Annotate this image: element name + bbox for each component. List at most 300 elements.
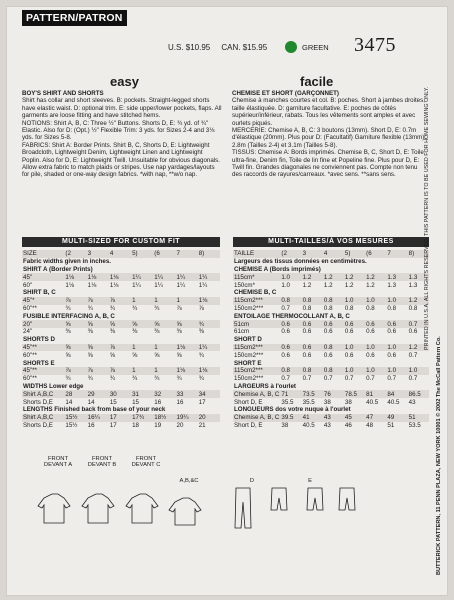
en-table-cell: 32 xyxy=(153,390,175,398)
color-label: GREEN xyxy=(302,43,329,52)
fr-table-cell: 0.8 xyxy=(280,367,301,375)
en-table-cell: 31 xyxy=(131,390,153,398)
fr-table-cell: 51 xyxy=(408,414,429,422)
pattern-number: 3475 xyxy=(354,34,396,56)
fr-table-cell: 0.6 xyxy=(302,351,312,359)
fr-table-row xyxy=(233,266,429,274)
en-table-cell: ⅝ xyxy=(154,351,160,359)
fr-table-row-label: 51cm xyxy=(233,320,280,328)
fr-table-section-label: SHORT E xyxy=(234,359,262,367)
fr-table-cell: 1.2 xyxy=(302,281,312,289)
en-table-cell: 1⅛ xyxy=(87,281,97,289)
fr-table-cell: 1.0 xyxy=(386,344,407,352)
illus-label-e: E xyxy=(308,478,312,484)
fr-table-cell: 38 xyxy=(281,421,289,429)
en-table-cell: 16 xyxy=(176,398,184,406)
en-table-row-label: SIZE xyxy=(22,250,64,258)
en-table-cell: 1⅛ xyxy=(65,281,75,289)
en-table-section-label: SHIRT B, C xyxy=(23,289,56,297)
fr-table-cell: 0.6 xyxy=(302,320,323,328)
fr-table-row-label: TAILLE xyxy=(233,250,280,258)
en-table-cell: 15 xyxy=(109,398,117,406)
en-table-cell: ⅜ xyxy=(65,328,71,336)
fr-table-cell: 47 xyxy=(365,414,386,422)
en-table-row-label: 45"** xyxy=(22,367,64,375)
fr-table-cell: 0.8 xyxy=(302,304,312,312)
en-table-cell: 3 xyxy=(87,250,109,258)
en-table-cell: ⅝ xyxy=(109,320,131,328)
fr-table-cell: 0.8 xyxy=(366,304,375,312)
en-table-cell: 1⅛ xyxy=(64,273,86,281)
en-table-row xyxy=(22,344,220,352)
fr-table-cell: 81 xyxy=(365,390,386,398)
en-table-row-label: Shirt A,B,C xyxy=(22,390,64,398)
fr-table-cell: 0.7 xyxy=(387,375,397,383)
notions: NOTIONS: Shirt A, B, C: Three ½" Buttons. Shorts D, E: ¾ yd. of ¾" Elastic. Also for D: (Opt.) ½" Flexible Trim: 3 yds. for Sizes 2-4 and 3⅛ yds. for Sizes 5-8. xyxy=(22,119,215,142)
fr-table-row xyxy=(233,320,429,328)
fr-table-row xyxy=(233,359,429,367)
fr-table-section-label: CHEMISE A (Bords imprimés) xyxy=(234,265,321,273)
garment-illustrations xyxy=(36,470,441,550)
en-table-cell: 14 xyxy=(87,398,95,406)
en-table-cell: ⅝ xyxy=(87,320,109,328)
fr-table-cell: 84 xyxy=(386,390,407,398)
fr-table-cell: 0.6 xyxy=(366,351,375,359)
fr-table-cell: 0.6 xyxy=(386,320,407,328)
en-table-cell: ⅞ xyxy=(176,304,182,312)
fr-table-cell: 0.8 xyxy=(323,297,344,305)
en-table-row xyxy=(22,320,220,328)
en-table-cell: 1⅛ xyxy=(198,297,220,305)
fr-table-row-label: Short D, E xyxy=(234,398,263,406)
fr-table-cell: 1.2 xyxy=(302,273,323,281)
fr-table-cell: 0.8 xyxy=(302,297,323,305)
illus-label-back: A,B,&C xyxy=(179,478,199,484)
en-table-cell: 1⅛ xyxy=(87,273,109,281)
fr-table-section-label: CHEMISE B, C xyxy=(234,289,277,297)
en-table-cell: ¾ xyxy=(132,304,138,312)
fr-table-cell: 38 xyxy=(323,398,331,406)
fr-table-row-label: Chemise A, B, C xyxy=(234,414,280,422)
en-table-cell: ¾ xyxy=(87,375,93,383)
en-table-row xyxy=(22,398,220,406)
en-table-cell: 16 xyxy=(87,421,95,429)
fr-table-cell: 1.0 xyxy=(386,367,407,375)
en-table-cell: ¾ xyxy=(176,375,182,383)
en-table-cell: ⅝ xyxy=(176,351,182,359)
en-table-row xyxy=(22,414,220,422)
fr-table-row-label: 115cm2*** xyxy=(233,297,280,305)
yardage-table-en xyxy=(22,250,220,429)
mercerie: MERCERIE: Chemise A, B, C: 3 boutons (13mm). Short D, E: 0.7m d'élastique (20mm). Plus pour D: (Facultatif) Garniture flexible (13mm): 2.8m (Tailles 2-4) et 3.1m (Tailles 5-8). xyxy=(232,127,427,149)
fr-table-cell: 78.5 xyxy=(344,390,365,398)
fr-table-cell: 0.8 xyxy=(302,367,323,375)
en-table-cell: (6 xyxy=(153,250,175,258)
illus-label-b: FRONT DEVANT B xyxy=(87,456,117,468)
fr-table-cell: 1.2 xyxy=(408,297,429,305)
en-table-row xyxy=(22,266,220,274)
side-text-2: PRINTED IN U.S.A. ALL RIGHTS RESERVED. THIS PATTERN IS TO BE USED FOR HOME SEWING ONLY. xyxy=(424,86,430,350)
fr-table-cell: 0.6 xyxy=(323,351,333,359)
en-table-cell: 15½ xyxy=(65,421,78,429)
en-table-cell: 20 xyxy=(198,414,220,422)
en-table-cell: 28 xyxy=(64,390,86,398)
fr-table-cell: 1.2 xyxy=(344,273,365,281)
en-table-cell: ¾ xyxy=(154,304,160,312)
en-table-cell: 1¼ xyxy=(131,273,153,281)
en-table-row-label: Shorts D,E xyxy=(23,421,53,429)
en-table-row xyxy=(22,328,220,336)
fr-table-cell: 49 xyxy=(386,414,407,422)
fr-table-row-label: 150cm2*** xyxy=(234,304,264,312)
fr-table-cell: 5) xyxy=(344,250,365,258)
fr-table-cell: 1.2 xyxy=(323,281,333,289)
en-table-cell: ⅞ xyxy=(87,297,109,305)
en-table-cell: ¾ xyxy=(198,375,204,383)
en-table-cell: 17 xyxy=(109,421,117,429)
fr-table-cell: 1.0 xyxy=(344,297,365,305)
en-table-cell: 1 xyxy=(153,297,175,305)
fr-desc: Chemise à manches courtes et col. B: poches. Short à jambes droites, taille élastiquée. D: garniture facultative. E: poches de côtés supérieur/inférieur, rabats. Tous les vêtements sont amples et avec ourlets piqués. xyxy=(232,97,425,127)
fr-table-section-label: SHORT D xyxy=(234,336,262,344)
green-circle-icon xyxy=(285,41,297,53)
en-table-cell: ⅜ xyxy=(176,328,182,336)
fr-table-cell: 1.2 xyxy=(344,281,354,289)
fr-table-cell: 1.3 xyxy=(408,273,429,281)
fr-table-cell: 1.3 xyxy=(387,281,397,289)
fr-table-cell: 0.7 xyxy=(344,375,354,383)
fr-table-cell: 1.0 xyxy=(280,273,301,281)
en-table-cell: 1¼ xyxy=(198,281,208,289)
en-table-cell: 1 xyxy=(131,297,153,305)
yardage-table-fr xyxy=(233,250,429,429)
fr-table-cell: 46 xyxy=(344,421,352,429)
fr-table-row xyxy=(233,383,429,391)
fr-table-cell: 53.5 xyxy=(408,421,421,429)
en-table-row-label: 45"* xyxy=(22,297,64,305)
en-table-section-label: LENGTHS Finished back from base of your neck xyxy=(23,406,166,414)
en-table-cell: 1⅛ xyxy=(176,344,198,352)
en-table-cell: (2 xyxy=(64,250,86,258)
en-table-cell: 17¾ xyxy=(131,414,153,422)
en-table-cell: ⅞ xyxy=(64,297,86,305)
fr-table-row xyxy=(233,351,429,359)
en-table-cell: 1¼ xyxy=(176,273,198,281)
fr-table-cell: 1.0 xyxy=(365,344,386,352)
en-table-cell: ⅜ xyxy=(198,328,204,336)
en-table-row xyxy=(22,297,220,305)
fr-table-cell: 0.6 xyxy=(302,328,312,336)
fr-table-row xyxy=(233,328,429,336)
fr-table-cell: 0.6 xyxy=(302,344,323,352)
en-table-cell: 17 xyxy=(109,414,131,422)
en-table-cell: 7 xyxy=(176,250,198,258)
fr-table-cell: 35.5 xyxy=(281,398,294,406)
fr-table-row-label: Short D, E xyxy=(234,421,263,429)
fr-table-row xyxy=(233,422,429,430)
fr-table-cell: 41 xyxy=(302,414,323,422)
en-table-cell: ⅞ xyxy=(198,304,204,312)
fr-table-cell: 0.6 xyxy=(408,328,418,336)
size-band-fr: MULTI-TAILLES/À VOS MESURES xyxy=(233,237,429,247)
fr-table-row xyxy=(233,305,429,313)
en-table-cell: 1¼ xyxy=(198,273,220,281)
english-description xyxy=(22,90,222,179)
size-band-en: MULTI-SIZED FOR CUSTOM FIT xyxy=(22,237,220,247)
fr-table-row xyxy=(233,406,429,414)
en-table-row xyxy=(22,250,220,258)
en-table-cell: 1¼ xyxy=(176,281,186,289)
fr-table-cell: 0.6 xyxy=(280,344,301,352)
fr-table-row xyxy=(233,398,429,406)
en-table-cell: 1⅛ xyxy=(198,367,220,375)
fr-table-cell: 0.6 xyxy=(365,320,386,328)
tissus: TISSUS: Chemise A: Bords imprimés. Chemise B, C, Short D, E: Toile ultra-fine, Denim fin, Toile de lin fine et Popeline fine. Plus pour D, E: Twill fin. Grandes diagonales ne conviennent pas. Compte non tenu des raccords de rayures/carreaux. *avec sens. **sans sens. xyxy=(232,149,424,179)
fr-table-cell: 0.6 xyxy=(323,328,333,336)
en-table-cell: ¾ xyxy=(132,375,138,383)
fr-table-cell: 40.5 xyxy=(366,398,379,406)
en-table-cell: 19 xyxy=(154,421,162,429)
fr-table-cell: (2 xyxy=(280,250,301,258)
fr-table-cell: 0.8 xyxy=(408,304,418,312)
price-line xyxy=(168,43,267,52)
en-table-cell: ⅝ xyxy=(87,344,109,352)
fr-table-cell: 0.6 xyxy=(281,328,290,336)
en-table-cell: ⅞ xyxy=(109,297,131,305)
fr-table-cell: 1.0 xyxy=(365,367,386,375)
fr-table-row xyxy=(233,344,429,352)
en-table-cell: 1¼ xyxy=(132,281,141,289)
fr-table-row-label: 61cm xyxy=(234,328,250,336)
en-table-row-label: 20" xyxy=(22,320,64,328)
en-table-cell: 1 xyxy=(153,344,175,352)
fr-table-cell: 0.8 xyxy=(323,344,344,352)
en-table-row-label: 60"** xyxy=(23,375,37,383)
fr-table-cell: 0.7 xyxy=(323,375,333,383)
fr-table-cell: 73.5 xyxy=(302,390,323,398)
en-table-cell: ¾ xyxy=(65,304,71,312)
en-table-row xyxy=(22,406,220,414)
fr-table-cell: 43 xyxy=(323,414,344,422)
fr-table-cell: 1.0 xyxy=(344,367,365,375)
en-table-cell: ¾ xyxy=(65,375,71,383)
fr-table-section-label: LARGEURS à l'ourlet xyxy=(234,382,296,390)
en-table-cell: ⅞ xyxy=(87,367,109,375)
en-table-cell: 14 xyxy=(65,398,73,406)
side-text: BUTTERICK PATTERN, 11 PENN PLAZA, NEW YORK 10001 © 2002 The McCall Pattern Co. xyxy=(436,336,442,575)
fr-table-cell: 71 xyxy=(280,390,301,398)
fr-table-cell: 0.6 xyxy=(344,320,365,328)
en-table-cell: 18 xyxy=(132,421,139,429)
en-table-row xyxy=(22,422,220,430)
en-table-cell: ⅝ xyxy=(176,320,198,328)
fr-table-cell: 0.6 xyxy=(366,328,375,336)
en-table-row xyxy=(22,359,220,367)
en-table-cell: 16¼ xyxy=(87,414,109,422)
en-table-row-label: 45" xyxy=(22,273,64,281)
en-table-cell: ⅜ xyxy=(87,328,93,336)
en-table-row-label: 60"** xyxy=(23,351,37,359)
french-description xyxy=(232,90,428,179)
en-table-row xyxy=(22,305,220,313)
fr-table-row-label: 115cm2*** xyxy=(233,367,280,375)
fr-table-cell: 0.7 xyxy=(281,304,290,312)
fr-table-section-label: LONGUEURS dos votre nuque à l'ourlet xyxy=(234,406,351,414)
boys-heading: BOY'S SHIRT AND SHORTS xyxy=(22,90,104,97)
en-table-cell: 1 xyxy=(131,367,153,375)
en-table-row xyxy=(22,258,220,266)
en-table-section-label: SHIRT A (Border Prints) xyxy=(23,265,93,273)
en-table-cell: 19¼ xyxy=(176,414,198,422)
fr-table-section-label: ENTOILAGE THERMOCOLLANT A, B, C xyxy=(234,312,350,320)
fr-table-row xyxy=(233,281,429,289)
en-table-cell: 21 xyxy=(198,421,206,429)
en-table-cell: 1 xyxy=(176,297,198,305)
en-table-cell: ¾ xyxy=(198,351,204,359)
fr-table-row xyxy=(233,414,429,422)
en-table-cell: 4 xyxy=(109,250,131,258)
en-table-cell: 1⅛ xyxy=(109,273,131,281)
fr-table-cell: 8) xyxy=(408,250,429,258)
en-table-row-label: 60" xyxy=(23,281,33,289)
fr-table-cell: 0.8 xyxy=(280,297,301,305)
en-table-cell: 1⅛ xyxy=(176,367,198,375)
en-table-cell: ⅝ xyxy=(153,320,175,328)
fr-table-row xyxy=(233,250,429,258)
en-table-cell: 1 xyxy=(153,367,175,375)
fr-table-cell: 7 xyxy=(386,250,407,258)
en-table-row-label: 24" xyxy=(23,328,33,336)
en-table-cell: ⅝ xyxy=(109,351,116,359)
fr-table-cell: 1.2 xyxy=(323,273,344,281)
en-table-row-label: 45"** xyxy=(22,344,64,352)
fr-table-cell: 40.5 xyxy=(302,421,315,429)
en-table-cell: 15 xyxy=(132,398,139,406)
fr-table-row-label: 115cm2*** xyxy=(233,344,280,352)
fr-table-cell: 1.3 xyxy=(386,273,407,281)
en-table-cell: 17 xyxy=(198,398,206,406)
en-table-cell: 29 xyxy=(87,390,109,398)
fr-table-cell: 0.7 xyxy=(366,375,375,383)
fr-table-cell: 0.6 xyxy=(344,328,354,336)
en-table-row xyxy=(22,351,220,359)
en-table-cell: ¾ xyxy=(154,375,160,383)
fr-table-cell: 0.7 xyxy=(408,351,418,359)
fr-table-cell: 0.7 xyxy=(281,375,290,383)
en-table-cell: ⅞ xyxy=(64,367,86,375)
fr-table-cell: 51 xyxy=(387,421,395,429)
fr-table-row-label: 150cm* xyxy=(234,281,255,289)
en-table-section-label: SHORTS E xyxy=(23,359,55,367)
en-table-row xyxy=(22,312,220,320)
en-table-cell: ⅝ xyxy=(65,351,71,359)
fr-table-row xyxy=(233,273,429,281)
fr-table-cell: 4 xyxy=(323,250,344,258)
en-table-cell: 1 xyxy=(131,344,153,352)
fr-table-cell: 43 xyxy=(323,421,331,429)
price-can: CAN. $15.95 xyxy=(221,43,268,52)
fr-table-cell: 35.5 xyxy=(302,398,315,406)
fr-table-cell: 1.2 xyxy=(408,344,429,352)
en-table-row xyxy=(22,383,220,391)
fr-table-row xyxy=(233,336,429,344)
fr-table-row-label: Chemise A, B, C xyxy=(234,390,280,398)
fr-table-cell: 40.5 xyxy=(387,398,400,406)
fr-table-cell: 86.5 xyxy=(408,390,429,398)
fr-table-cell: 0.7 xyxy=(302,375,312,383)
illus-label-c: FRONT DEVANT C xyxy=(131,456,161,468)
fabrics: FABRICS: Shirt A: Border Prints. Shirt B, C, Shorts D, E: Lightweight Broadcloth, Lightweight Denim, Lightweight Linen and Lightweight Poplin. Also for D, E: Lightweight Twill. Unsuitable for obvious diagonals. Allow extra fabric to match plaids or stripes. Use nap yardages/layouts for pile, shaded or one-way design fabrics. *with nap, **w/o nap. xyxy=(22,141,220,179)
en-table-cell: 1¼ xyxy=(153,273,175,281)
fr-table-row xyxy=(233,375,429,383)
fr-table-row-label: 150cm2*** xyxy=(234,351,264,359)
en-table-cell: ⅝ xyxy=(132,351,138,359)
fr-table-cell: 0.6 xyxy=(280,320,301,328)
en-table-cell: 15½ xyxy=(64,414,86,422)
en-table-section-label: Fabric widths given in inches. xyxy=(23,258,112,266)
en-table-cell: ⅜ xyxy=(109,328,116,336)
en-table-cell: 20 xyxy=(176,421,184,429)
en-table-row-label: 60"** xyxy=(23,304,37,312)
fr-table-row-label: 115cm* xyxy=(233,273,280,281)
en-table-row xyxy=(22,289,220,297)
fr-table-cell: 1.3 xyxy=(408,281,418,289)
fr-table-cell: 45 xyxy=(344,414,365,422)
fr-table-cell: 3 xyxy=(302,250,323,258)
en-table-cell: 34 xyxy=(198,390,220,398)
illus-label-a: FRONT DEVANT A xyxy=(43,456,73,468)
en-table-row xyxy=(22,281,220,289)
en-table-cell: ⅝ xyxy=(131,320,153,328)
en-table-cell: 8) xyxy=(198,250,220,258)
fr-table-row xyxy=(233,289,429,297)
fr-table-cell: 1.2 xyxy=(365,273,386,281)
en-table-cell: ⅞ xyxy=(109,367,131,375)
fr-table-cell: 0.6 xyxy=(387,351,397,359)
boys-desc: Shirt has collar and short sleeves. B: pockets. Straight-legged shorts have elastic waist. D: optional trim. E: side upper/lower pockets, flaps. All garments are loose fitting and have stitched hems. xyxy=(22,97,222,120)
fr-table-row xyxy=(233,367,429,375)
fr-table-cell: 0.8 xyxy=(323,304,333,312)
fr-table-cell: 43 xyxy=(408,398,416,406)
fr-table-row xyxy=(233,258,429,266)
en-table-cell: ¾ xyxy=(109,375,116,383)
en-table-cell: ¾ xyxy=(109,304,116,312)
en-table-cell: 5) xyxy=(131,250,153,258)
fr-table-cell: 48 xyxy=(366,421,374,429)
fr-table-cell: 1.0 xyxy=(408,367,429,375)
fr-table-cell: 0.6 xyxy=(323,320,344,328)
fr-table-cell: 76 xyxy=(323,390,344,398)
title-easy: easy xyxy=(110,74,139,89)
fr-table-cell: 0.6 xyxy=(281,351,290,359)
fr-table-cell: 1.0 xyxy=(344,344,365,352)
fr-table-row xyxy=(233,390,429,398)
fr-table-cell: 0.6 xyxy=(387,328,397,336)
en-table-cell: ¾ xyxy=(198,320,220,328)
en-table-cell: ⅝ xyxy=(64,344,86,352)
fr-table-cell: 0.7 xyxy=(408,375,418,383)
en-table-cell: ⅝ xyxy=(64,320,86,328)
fr-table-cell: 0.8 xyxy=(344,304,354,312)
fr-table-cell: 39.5 xyxy=(280,414,301,422)
fr-table-row-label: 150cm2*** xyxy=(234,375,264,383)
en-table-row xyxy=(22,273,220,281)
fr-heading: CHEMISE ET SHORT (GARÇONNET) xyxy=(232,90,339,97)
illus-label-d: D xyxy=(249,478,255,484)
fr-table-cell: 1.0 xyxy=(386,297,407,305)
en-table-row-label: Shirt A,B,C xyxy=(22,414,64,422)
brand-logo: PATTERN/PATRON xyxy=(22,10,127,26)
